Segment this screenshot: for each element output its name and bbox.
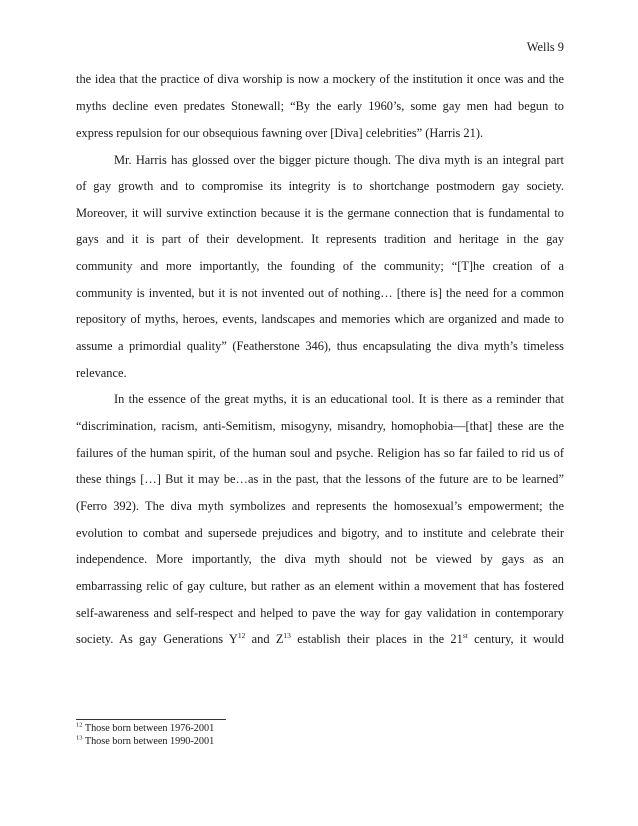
body-line-21: self-awareness and self-respect and helped to pave the way for gay validation in contemporary	[76, 606, 564, 620]
body-line-9: community is invented, but it is not invented out of nothing… [there is] the need for a common	[76, 286, 564, 300]
body-line-8: community and more importantly, the founding of the community; “[T]he creation of a	[76, 259, 564, 273]
body-line-22-part4: century, it would	[467, 632, 564, 646]
footnote-number: 12	[76, 721, 83, 729]
page-header: Wells 9	[526, 40, 564, 54]
body-line-12: relevance.	[76, 366, 127, 380]
body-line-19: independence. More importantly, the diva myth should not be viewed by gays as an	[76, 552, 564, 566]
body-line-14: “discrimination, racism, anti-Semitism, misogyny, misandry, homophobia—[that] these are the	[76, 419, 564, 433]
body-line-4: Mr. Harris has glossed over the bigger picture though. The diva myth is an integral part	[114, 153, 564, 167]
body-line-20: embarrassing relic of gay culture, but rather as an element within a movement that has fostered	[76, 579, 564, 593]
body-line-7: gays and it is part of their development. It represents tradition and heritage in the gay	[76, 232, 564, 246]
body-line-18: evolution to combat and supersede prejudices and bigotry, and to institute and celebrate their	[76, 526, 564, 540]
footnote-12	[76, 723, 214, 735]
footnote-ref-13: 13	[283, 630, 291, 640]
ordinal-suffix: st	[462, 630, 468, 640]
body-line-13: In the essence of the great myths, it is an educational tool. It is there as a reminder that	[114, 392, 564, 406]
body-line-1: the idea that the practice of diva worship is now a mockery of the institution it once was and the	[76, 72, 564, 86]
body-line-10: repository of myths, heroes, events, landscapes and memories which are organized and made to	[76, 312, 564, 326]
body-line-15: failures of the human spirit, of the human soul and psyche. Religion has so far failed to rid us of	[76, 446, 564, 460]
body-line-6: Moreover, it will survive extinction because it is the germane connection that is fundamental to	[76, 206, 564, 220]
body-line-22-part1: society. As gay Generations Y	[76, 632, 238, 646]
body-line-2: myths decline even predates Stonewall; “By the early 1960’s, some gay men had begun to	[76, 99, 564, 113]
footnote-ref-12: 12	[237, 630, 246, 640]
body-line-22	[76, 626, 564, 653]
footnote-text: Those born between 1990-2001	[82, 736, 215, 747]
body-line-5: of gay growth and to compromise its integrity is to shortchange postmodern gay society.	[76, 179, 564, 193]
body-line-16: these things […] But it may be…as in the past, that the lessons of the future are to be learned”	[76, 472, 564, 486]
body-line-22-part3: establish their places in the 21	[290, 632, 463, 646]
body-line-3: express repulsion for our obsequious fawning over [Diva] celebrities” (Harris 21).	[76, 126, 484, 140]
footnote-separator	[76, 719, 226, 720]
body-line-17: (Ferro 392). The diva myth symbolizes and represents the homosexual’s empowerment; the	[76, 499, 564, 513]
footnote-13	[76, 736, 214, 748]
body-line-11: assume a primordial quality” (Featherstone 346), thus encapsulating the diva myth’s timeless	[76, 339, 564, 353]
footnote-number: 13	[76, 734, 83, 742]
body-line-22-part2: and Z	[245, 632, 284, 646]
footnote-text: Those born between 1976-2001	[82, 723, 215, 734]
